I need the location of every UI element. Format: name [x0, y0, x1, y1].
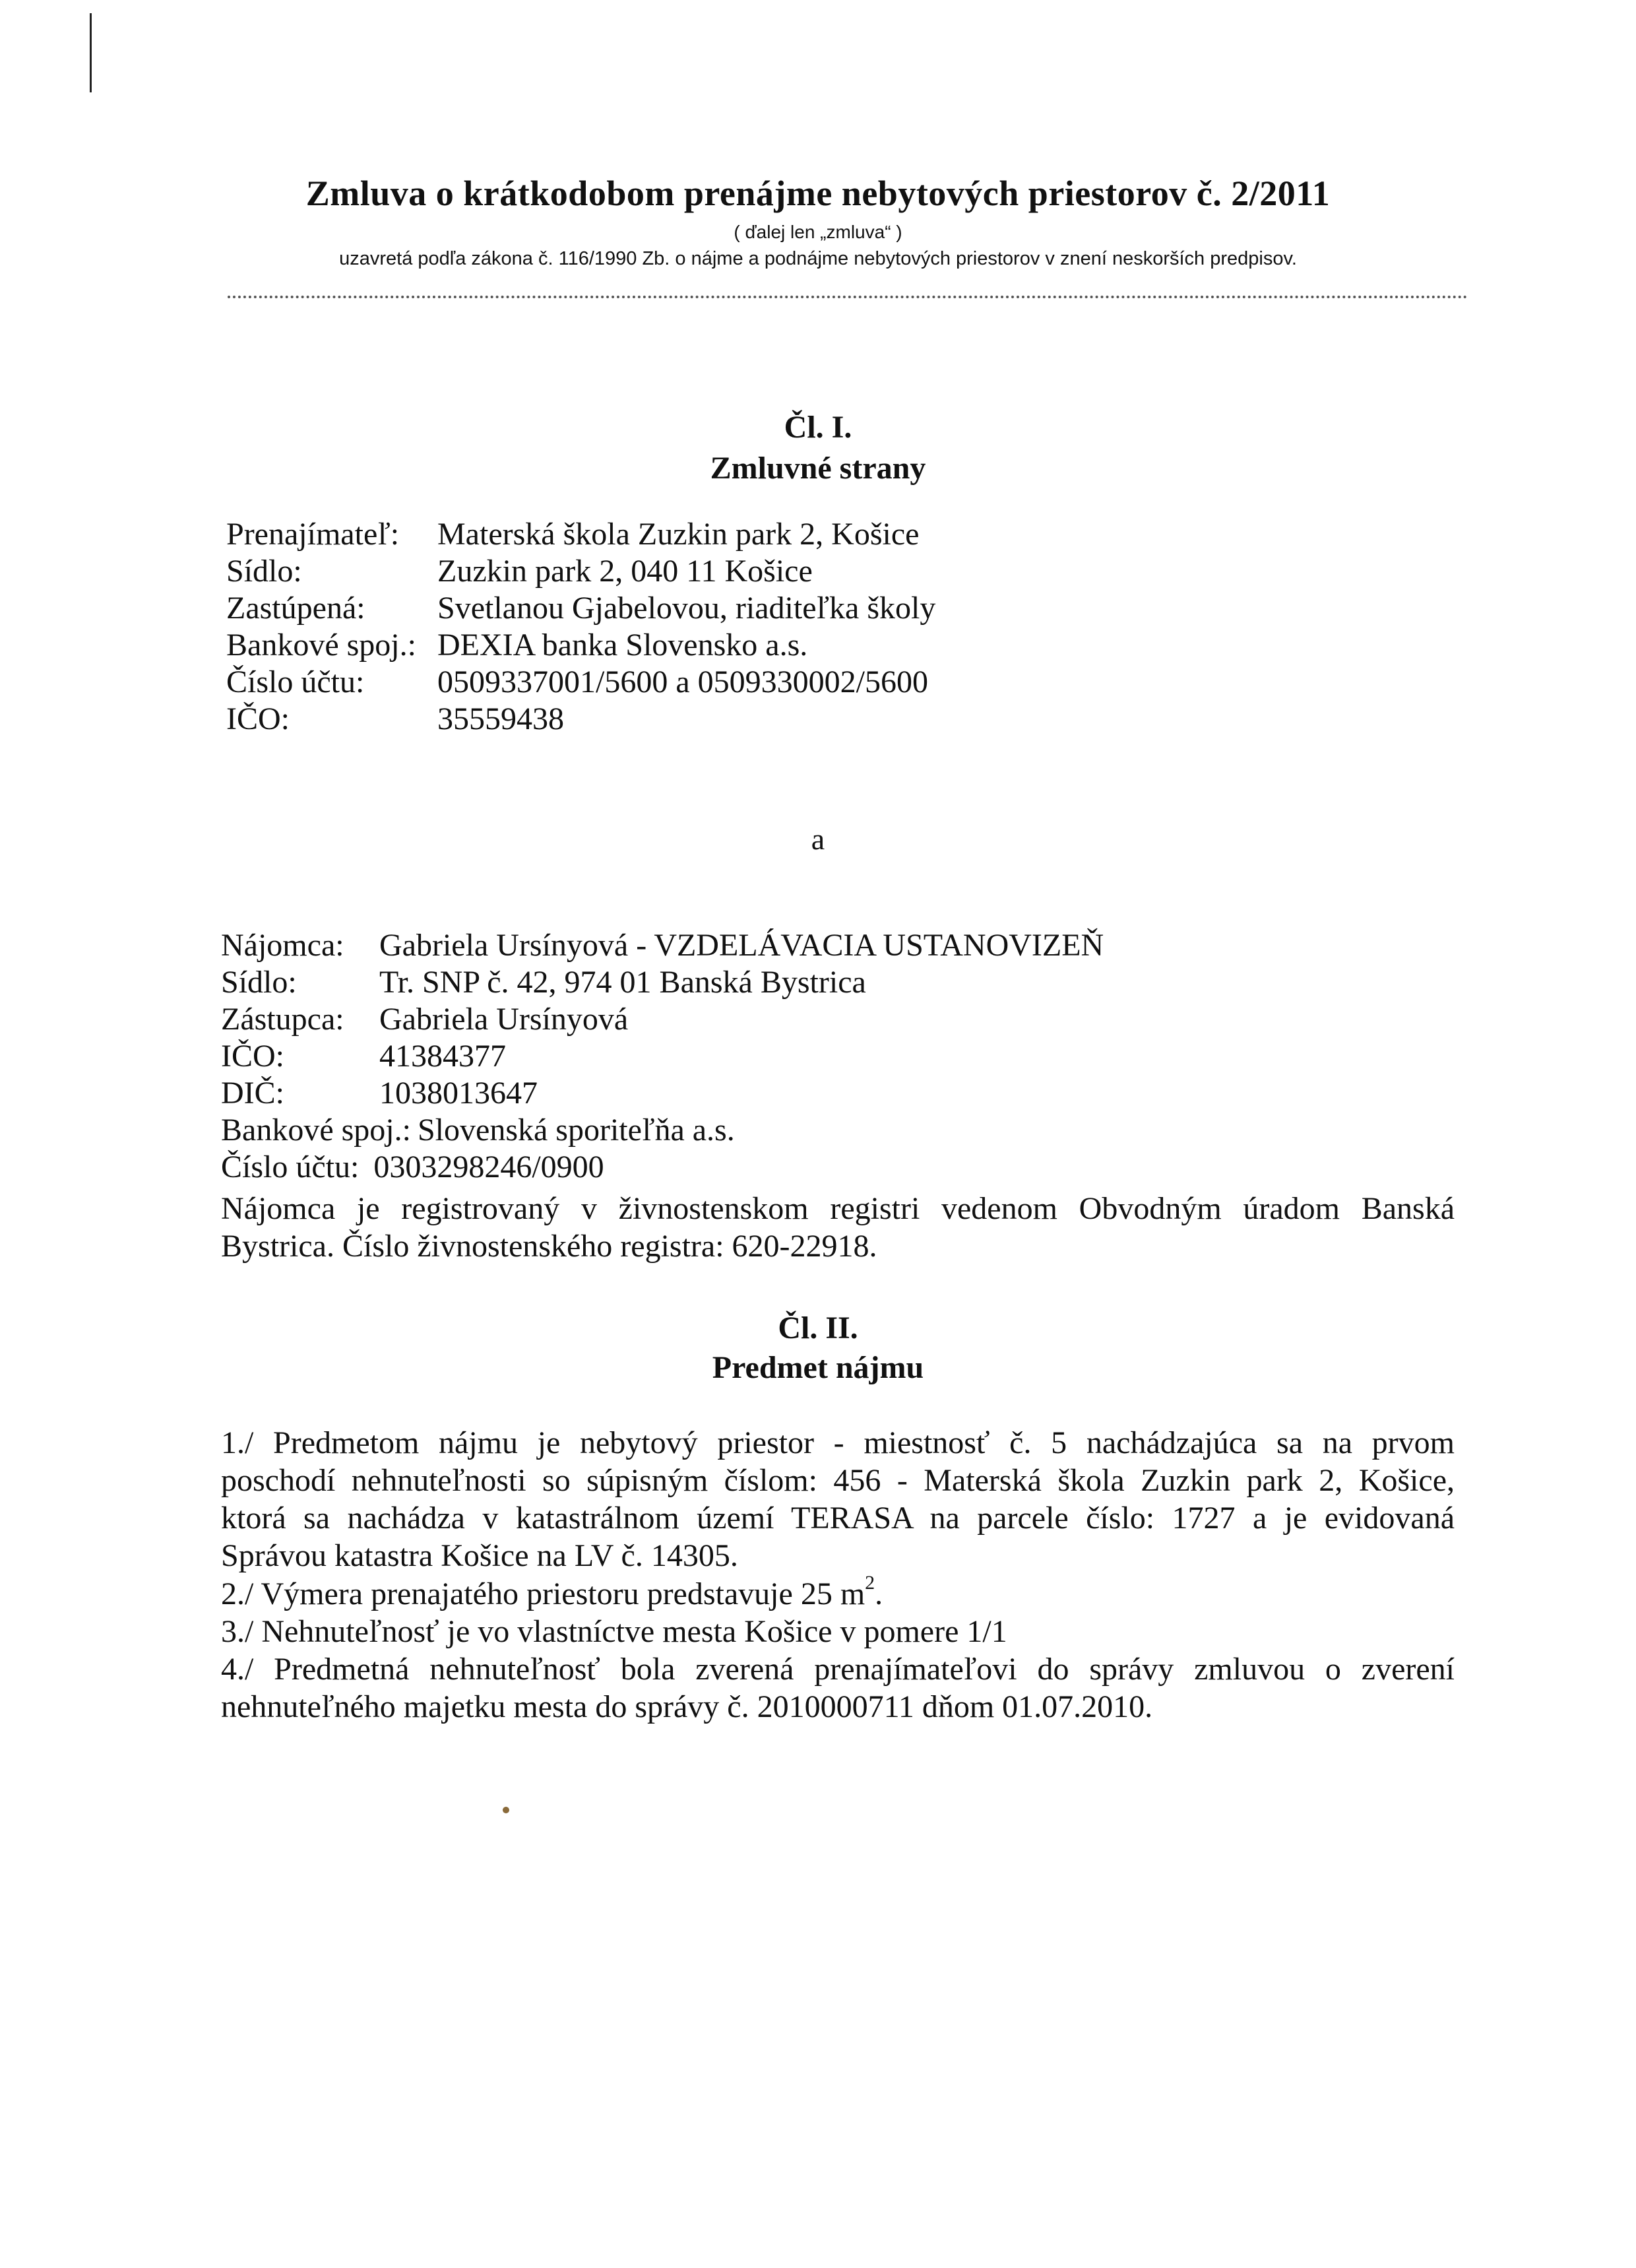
subject-item-4 [221, 1650, 1455, 1726]
field-value: Gabriela Ursínyová [379, 1002, 629, 1037]
landlord-row [226, 553, 935, 590]
field-label: IČO: [221, 1039, 284, 1074]
tenant-block [221, 927, 1104, 1186]
contract-subtitle: ( ďalej len „zmluva“ ) [734, 222, 902, 242]
field-label: Sídlo: [226, 554, 302, 589]
landlord-row [226, 627, 935, 664]
article2-heading: Predmet nájmu [712, 1350, 924, 1385]
field-label: Číslo účtu: [221, 1150, 360, 1184]
tenant-row [221, 1038, 1104, 1075]
field-label: Prenajímateľ: [226, 517, 400, 552]
field-value: Gabriela Ursínyová - VZDELÁVACIA USTANOVIZEŇ [379, 928, 1104, 963]
field-label: Nájomca: [221, 928, 344, 963]
scan-mark [90, 13, 92, 92]
landlord-row [226, 701, 935, 738]
paragraph-line: Nájomca je registrovaný v živnostenskom registri vedenom Obvodným úradom Banská [221, 1191, 1455, 1226]
tenant-row [221, 1149, 1104, 1186]
tenant-row [221, 1075, 1104, 1112]
subject-item-2 [221, 1572, 1455, 1613]
dotted-divider [228, 296, 1468, 298]
article2-number: Čl. II. [778, 1311, 858, 1345]
field-value: Materská škola Zuzkin park 2, Košice [437, 517, 920, 552]
law-reference: uzavretá podľa zákona č. 116/1990 Zb. o nájme a podnájme nebytových priestorov v znení neskorších predpisov. [339, 248, 1297, 269]
article1-heading: Zmluvné strany [710, 451, 926, 486]
field-label: Sídlo: [221, 965, 297, 1000]
landlord-row [226, 590, 935, 627]
subject-item-1 [221, 1424, 1455, 1574]
paragraph-line: Správou katastra Košice na LV č. 14305. [221, 1538, 738, 1573]
field-value: Tr. SNP č. 42, 974 01 Banská Bystrica [379, 965, 866, 1000]
field-label: DIČ: [221, 1076, 284, 1111]
landlord-row [226, 516, 935, 553]
conjunction: a [811, 822, 825, 856]
paragraph-line: 4./ Predmetná nehnuteľnosť bola zverená prenajímateľovi do správy zmluvou o zverení [221, 1652, 1455, 1687]
article1-number: Čl. I. [784, 410, 852, 445]
registry-paragraph [221, 1190, 1455, 1265]
field-value: 1038013647 [379, 1076, 538, 1111]
field-value: Zuzkin park 2, 040 11 Košice [437, 554, 813, 589]
field-label: IČO: [226, 701, 290, 736]
field-label: Bankové spoj.: [221, 1113, 411, 1148]
field-label: Bankové spoj.: [226, 628, 416, 663]
contract-title: Zmluva o krátkodobom prenájme nebytových priestorov č. 2/2011 [305, 174, 1331, 213]
tenant-row [221, 1001, 1104, 1038]
field-value: 41384377 [379, 1039, 506, 1074]
paragraph-line: 3./ Nehnuteľnosť je vo vlastníctve mesta Košice v pomere 1/1 [221, 1614, 1007, 1649]
field-value: Slovenská sporiteľňa a.s. [417, 1113, 735, 1148]
item2-end: . [875, 1576, 883, 1611]
scan-speck [503, 1807, 509, 1813]
field-value: 35559438 [437, 701, 564, 736]
paragraph-line: 1./ Predmetom nájmu je nebytový priestor - miestnosť č. 5 nachádzajúca sa na prvom [221, 1425, 1455, 1460]
landlord-row [226, 664, 935, 701]
paragraph-line: ktorá sa nachádza v katastrálnom území TERASA na parcele číslo: 1727 a je evidovaná [221, 1501, 1455, 1536]
field-label: Zastúpená: [226, 591, 365, 626]
item2-text: 2./ Výmera prenajatého priestoru predstavuje 25 m [221, 1576, 865, 1611]
field-value: 0509337001/5600 a 0509330002/5600 [437, 664, 928, 699]
field-value: DEXIA banka Slovensko a.s. [437, 628, 808, 663]
paragraph-line: Bystrica. Číslo živnostenského registra: 620-22918. [221, 1229, 877, 1264]
tenant-row [221, 1112, 1104, 1149]
paragraph-line: poschodí nehnuteľnosti so súpisným číslom: 456 - Materská škola Zuzkin park 2, Košice, [221, 1463, 1455, 1498]
landlord-block [226, 516, 935, 738]
tenant-row [221, 927, 1104, 964]
subject-item-3 [221, 1613, 1455, 1650]
paragraph-line: nehnuteľného majetku mesta do správy č. 2010000711 dňom 01.07.2010. [221, 1689, 1153, 1724]
tenant-row [221, 964, 1104, 1001]
field-value: 0303298246/0900 [373, 1150, 604, 1184]
field-label: Číslo účtu: [226, 664, 365, 699]
field-value: Svetlanou Gjabelovou, riaditeľka školy [437, 591, 936, 626]
superscript: 2 [865, 1572, 875, 1594]
paragraph-line [221, 1572, 1455, 1613]
field-label: Zástupca: [221, 1002, 344, 1037]
